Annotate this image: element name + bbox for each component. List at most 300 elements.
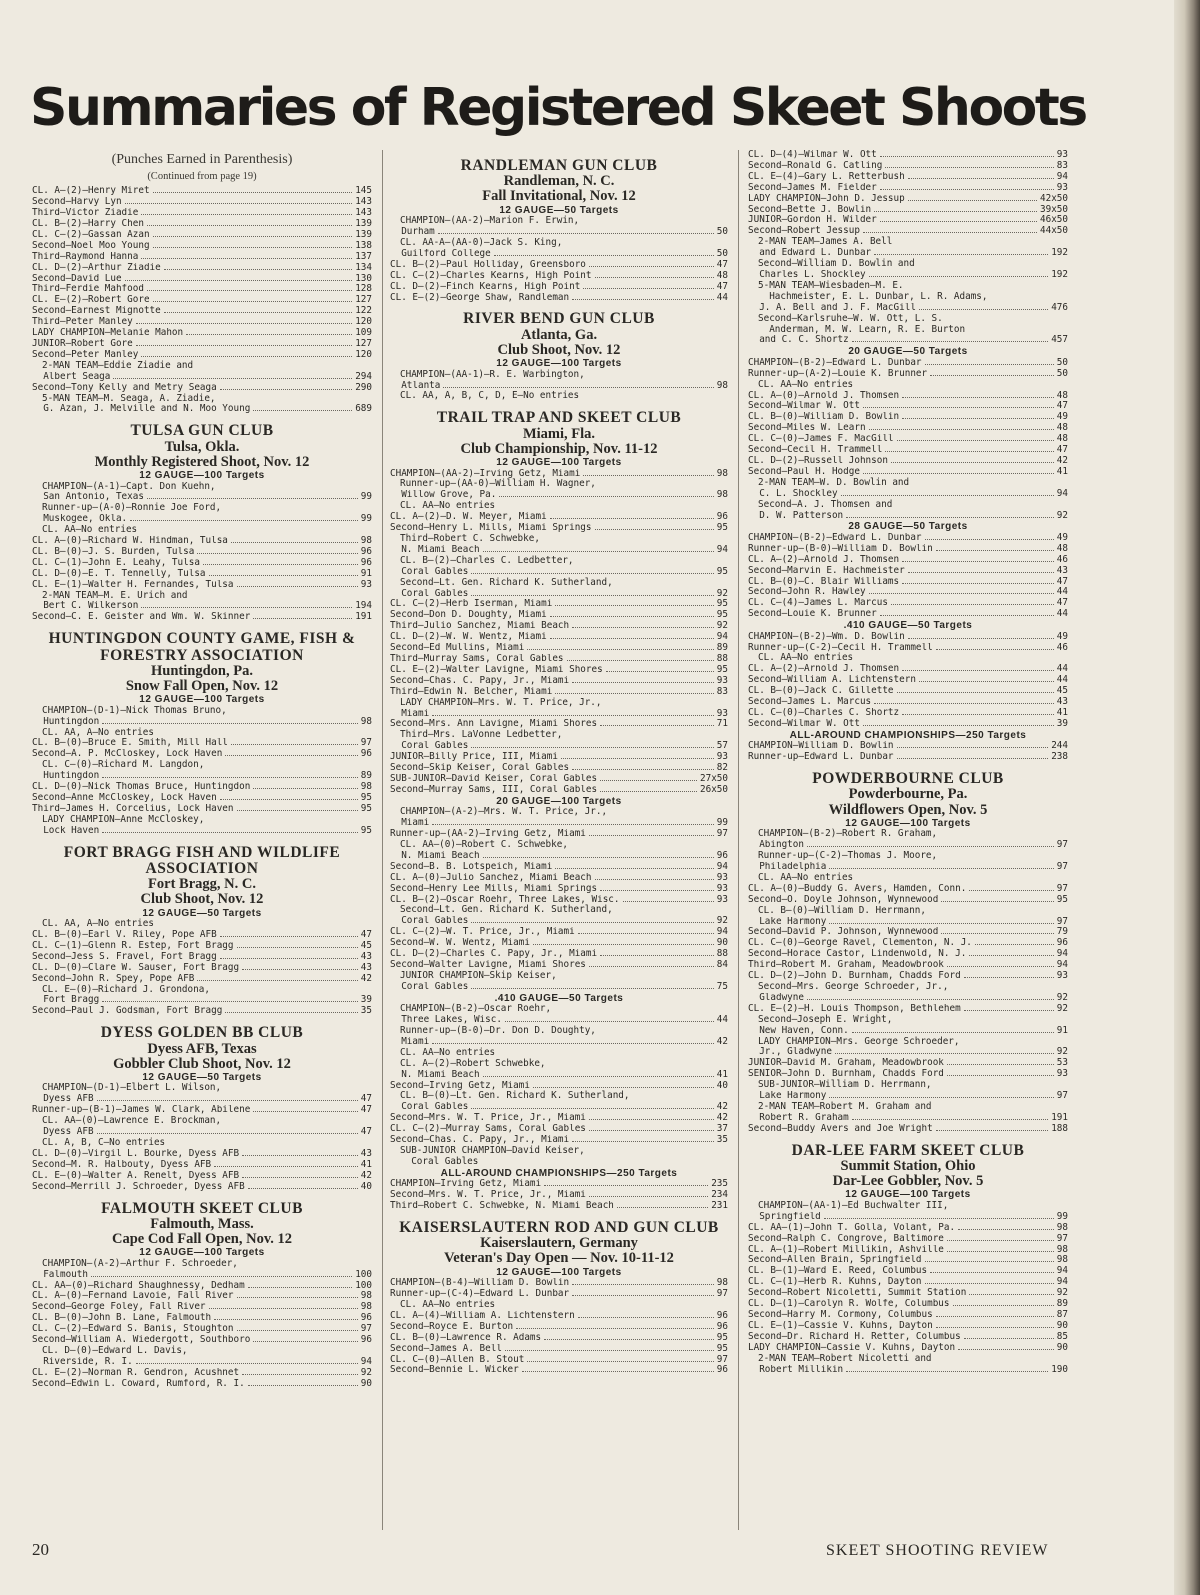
result-line (748, 511, 1068, 522)
leader-dots (947, 1234, 1054, 1241)
score: 83 (716, 685, 728, 697)
score: 45 (1056, 685, 1068, 697)
leader-dots (874, 248, 1048, 255)
result-entry: Runner-up—(B-0)—William D. Bowlin (748, 543, 933, 554)
gauge-heading: 12 GAUGE—100 Targets (845, 817, 971, 829)
result-text-line: 5-MAN TEAM—Wiesbaden—M. E. (758, 279, 904, 291)
leader-dots (969, 949, 1054, 956)
leader-dots (947, 1069, 1054, 1076)
result-entry: JUNIOR—Robert Gore (32, 338, 133, 349)
leader-dots (600, 774, 697, 781)
result-line (748, 577, 1068, 588)
result-text-line: 2-MAN TEAM—Robert M. Graham and (758, 1100, 932, 1112)
result-entry: SENIOR—John D. Burnham, Chadds Ford (748, 1069, 944, 1080)
score: 94 (716, 926, 728, 938)
leader-dots (432, 709, 714, 716)
result-line (748, 215, 1068, 226)
result-entry: J. A. Bell and J. F. MacGill (748, 302, 916, 313)
result-line (748, 434, 1068, 445)
score: 97 (716, 828, 728, 840)
result-entry: CL. B—(0)—John B. Lane, Falmouth (32, 1313, 212, 1324)
score: 476 (1051, 301, 1068, 313)
result-text-line: 2-MAN TEAM—Eddie Ziadie and (42, 359, 194, 371)
score: 97 (1056, 882, 1068, 894)
result-line (390, 862, 728, 873)
result-entry: CL. E—(0)—Walter A. Renelt, Dyess AFB (32, 1170, 240, 1181)
result-entry: Second—David P. Johnson, Wynnewood (748, 927, 939, 938)
result-entry: Second—Bennie L. Wicker (390, 1365, 519, 1376)
result-line (32, 328, 372, 339)
score: 94 (1056, 1265, 1068, 1277)
gauge-heading: 12 GAUGE—50 Targets (499, 204, 619, 216)
score: 109 (355, 327, 372, 339)
result-entry: JUNIOR—David M. Graham, Meadowbrook (748, 1058, 944, 1069)
leader-dots (231, 738, 358, 745)
result-line (32, 771, 372, 782)
result-line (748, 369, 1068, 380)
leader-dots (863, 719, 1054, 726)
score: 88 (716, 652, 728, 664)
score: 45 (360, 939, 372, 951)
leader-dots (925, 533, 1054, 540)
score: 127 (355, 294, 372, 306)
score: 40 (716, 1079, 728, 1091)
result-line (390, 982, 728, 993)
result-entry: Second—Ralph C. Congrove, Baltimore (748, 1233, 944, 1244)
result-entry: Coral Gables (390, 588, 469, 599)
score: 97 (716, 1353, 728, 1365)
result-entry: Huntingdon (32, 716, 100, 727)
score: 43 (360, 961, 372, 973)
score: 47 (716, 280, 728, 292)
result-entry: Second—Robert Nicoletti, Summit Station (748, 1288, 967, 1299)
result-text-line: Runner-up—(B-0)—Dr. Don D. Doughty, (400, 1024, 596, 1036)
score: 41 (716, 1068, 728, 1080)
leader-dots (141, 252, 352, 259)
score: 97 (1056, 915, 1068, 927)
result-text-line: SUB-JUNIOR—William D. Herrmann, (758, 1079, 932, 1091)
result-line (390, 665, 728, 676)
score: 97 (716, 1288, 728, 1300)
leader-dots (432, 1037, 714, 1044)
leader-dots (555, 687, 713, 694)
result-line (32, 252, 372, 263)
leader-dots (209, 569, 358, 576)
result-line (390, 949, 728, 960)
score: 457 (1051, 334, 1068, 346)
event-subheading: Summit Station, Ohio (840, 1157, 976, 1174)
event-subheading: Miami, Fla. (522, 425, 596, 442)
leader-dots (902, 555, 1054, 562)
result-entry: Second—Horace Castor, Lindenwold, N. J. (748, 949, 967, 960)
result-line (390, 1102, 728, 1113)
score: 98 (360, 1290, 372, 1302)
leader-dots (147, 284, 352, 291)
leader-dots (153, 241, 353, 248)
result-entry: Second—Paul J. Godsman, Fort Bragg (32, 1006, 223, 1017)
result-entry: N. Miami Beach (390, 544, 480, 555)
score: 95 (1056, 893, 1068, 905)
event-subheading: Tulsa, Okla. (164, 438, 240, 455)
score: 238 (1051, 751, 1068, 763)
result-line (32, 558, 372, 569)
leader-dots (136, 339, 352, 346)
score: 82 (716, 762, 728, 774)
result-text-line: CL. D—(0)—Edward L. Davis, (42, 1344, 188, 1356)
score: 96 (1056, 937, 1068, 949)
result-entry: CL. A—(1)—Robert Millikin, Ashville (748, 1244, 944, 1255)
result-entry: Second—W. W. Wentz, Miami (390, 938, 530, 949)
result-line (32, 601, 372, 612)
leader-dots (572, 763, 714, 770)
score: 95 (360, 824, 372, 836)
result-line (748, 752, 1068, 763)
score: 88 (716, 948, 728, 960)
leader-dots (936, 1321, 1054, 1328)
result-line (390, 1311, 728, 1322)
score: 47 (360, 1104, 372, 1116)
leader-dots (583, 469, 713, 476)
leader-dots (555, 862, 713, 869)
leader-dots (248, 1281, 353, 1288)
result-line (748, 391, 1068, 402)
score: 48 (1056, 389, 1068, 401)
score: 41 (1056, 707, 1068, 718)
score: 99 (360, 491, 372, 503)
result-entry: Second—Buddy Avers and Joe Wright (748, 1123, 933, 1134)
result-entry: San Antonio, Texas (32, 492, 144, 503)
result-entry: Muskogee, Okla. (32, 514, 128, 525)
leader-dots (969, 884, 1054, 891)
leader-dots (186, 328, 352, 335)
score: 47 (716, 258, 728, 270)
result-entry: Second—Merrill J. Schroeder, Dyess AFB (32, 1181, 245, 1192)
result-line (748, 335, 1068, 346)
result-text-line: LADY CHAMPION—Mrs. W. T. Price, Jr., (400, 696, 602, 708)
result-text-line: CL. AA—No entries (758, 378, 854, 390)
score: 130 (355, 272, 372, 284)
leader-dots (220, 793, 358, 800)
leader-dots (225, 1006, 357, 1013)
result-line (748, 1234, 1068, 1245)
score: 97 (360, 1323, 372, 1335)
result-line (390, 599, 728, 610)
score: 44 (1056, 586, 1068, 598)
result-entry: Second—Edwin L. Coward, Rumford, R. I. (32, 1378, 245, 1389)
leader-dots (880, 150, 1054, 157)
result-line (748, 1277, 1068, 1288)
result-line (748, 423, 1068, 434)
score: 47 (360, 929, 372, 941)
result-entry: CL. C—(1)—John E. Leahy, Tulsa (32, 557, 200, 568)
result-line (390, 916, 728, 927)
score: 294 (355, 370, 372, 382)
result-line (32, 1281, 372, 1292)
score: 96 (716, 1364, 728, 1376)
score: 95 (360, 792, 372, 804)
leader-dots (589, 1124, 714, 1131)
result-entry: Miami (390, 1036, 430, 1047)
score: 98 (1056, 1243, 1068, 1255)
result-entry: Second—Walter Lavigne, Miami Shores (390, 959, 586, 970)
score: 35 (716, 1134, 728, 1146)
leader-dots (102, 826, 358, 833)
result-text-line: 2-MAN TEAM—James A. Bell (758, 236, 893, 248)
leader-dots (102, 995, 358, 1002)
leader-dots (209, 1302, 358, 1309)
page-binding-shadow (1174, 0, 1200, 1595)
score: 50 (1056, 367, 1068, 379)
leader-dots (897, 752, 1049, 759)
result-entry: CL. C—(2)—Edward S. Banis, Stoughton (32, 1324, 234, 1335)
result-entry: Second—John R. Spey, Pope AFB (32, 973, 195, 984)
score: 50 (1056, 356, 1068, 368)
result-text-line: CL. C—(0)—Richard M. Langdon, (42, 759, 205, 771)
result-text-line: CL. B—(0)—William D. Herrmann, (758, 904, 926, 916)
leader-dots (874, 697, 1054, 704)
result-line (390, 1201, 728, 1212)
score: 139 (355, 228, 372, 240)
score: 92 (1056, 1002, 1068, 1014)
result-text-line: CHAMPION—(B-2)—Oscar Roehr, (400, 1003, 552, 1015)
score: 194 (355, 600, 372, 612)
score: 98 (716, 489, 728, 501)
result-entry: Third—James H. Corcelius, Lock Haven (32, 803, 234, 814)
score: 93 (716, 871, 728, 883)
leader-dots (941, 927, 1053, 934)
leader-dots (829, 1091, 1053, 1098)
result-entry: Second—Wilmar W. Ott (748, 718, 860, 729)
result-line (390, 610, 728, 621)
leader-dots (953, 1299, 1054, 1306)
result-entry: Second—Wilmar W. Ott (748, 401, 860, 412)
leader-dots (91, 1270, 352, 1277)
score: 89 (1056, 1298, 1068, 1310)
result-line (390, 1278, 728, 1289)
result-text-line: CL. AA, A, B, C, D, E—No entries (400, 390, 580, 402)
result-line (32, 1324, 372, 1335)
result-entry: Second—Mrs. W. T. Price, Jr., Miami (390, 1113, 586, 1124)
result-line (748, 664, 1068, 675)
result-line (390, 763, 728, 774)
score: 93 (716, 751, 728, 763)
result-line (32, 952, 372, 963)
leader-dots (902, 664, 1054, 671)
result-line (32, 219, 372, 230)
leader-dots (897, 434, 1054, 441)
score: 139 (355, 218, 372, 229)
result-entry: C. L. Shockley (748, 488, 838, 499)
result-text-line: CHAMPION—(D-1)—Elbert L. Wilson, (42, 1082, 222, 1094)
score: 93 (716, 893, 728, 905)
result-entry: Riverside, R. I. (32, 1356, 133, 1367)
leader-dots (494, 249, 714, 256)
result-entry: CL. A—(0)—Arnold J. Thomsen (748, 390, 900, 401)
result-line (748, 1223, 1068, 1234)
result-entry: CL. E—(2)—George Shaw, Randleman (390, 292, 570, 303)
result-line (748, 1212, 1068, 1223)
score: 43 (1056, 564, 1068, 576)
leader-dots (846, 511, 1054, 518)
result-entry: CL. E—(2)—H. Louis Thompson, Bethlehem (748, 1003, 961, 1014)
score: 120 (355, 316, 372, 328)
score: 94 (1056, 170, 1068, 182)
score: 48 (1056, 422, 1068, 434)
leader-dots (572, 293, 714, 300)
result-entry: CL. B—(2)—Paul Holliday, Greensboro (390, 259, 586, 270)
result-entry: CHAMPION—(B-2)—Edward L. Dunbar (748, 532, 922, 543)
score: 47 (360, 1093, 372, 1105)
result-text-line: CL. AA—No entries (400, 500, 496, 512)
score: 47 (1056, 444, 1068, 456)
leader-dots (606, 665, 714, 672)
result-entry: Runner-up—(AA-2)—Irving Getz, Miami (390, 829, 586, 840)
score: 90 (1056, 1341, 1068, 1353)
score: 138 (355, 239, 372, 251)
club-name: FORT BRAGG FISH AND WILDLIFE ASSOCIATION (63, 843, 341, 877)
result-entry: CL. A—(0)—Richard W. Hindman, Tulsa (32, 536, 228, 547)
result-entry: Second—Noel Moo Young (32, 240, 150, 251)
leader-dots (164, 306, 352, 313)
result-line (32, 569, 372, 580)
result-text-line: Runner-up—(AA-0)—William H. Wagner, (400, 478, 596, 490)
result-entry: Second—Anne McCloskey, Lock Haven (32, 793, 217, 804)
result-entry: Second—Harry M. Cormony, Columbus (748, 1309, 933, 1320)
result-entry: CL. A—(2)—Arnold J. Thomsen (748, 554, 900, 565)
result-entry: Third—Edwin N. Belcher, Miami (390, 686, 553, 697)
result-line (390, 589, 728, 600)
result-line (32, 738, 372, 749)
score: 93 (716, 707, 728, 719)
leader-dots (214, 1313, 358, 1320)
result-entry: Second—Mrs. W. T. Price, Jr., Miami (390, 1190, 586, 1201)
score: 92 (360, 1366, 372, 1378)
gauge-heading: 12 GAUGE—100 Targets (845, 1189, 971, 1201)
result-line (390, 741, 728, 752)
club-name: DAR-LEE FARM SKEET CLUB (791, 1141, 1025, 1159)
leader-dots (930, 369, 1054, 376)
result-entry: CL. E—(2)—Robert Gore (32, 295, 150, 306)
leader-dots (852, 335, 1048, 342)
score: 42x50 (1040, 192, 1068, 204)
leader-dots (863, 226, 1037, 233)
leader-dots (505, 1344, 714, 1351)
gauge-heading: 12 GAUGE—100 Targets (139, 1247, 265, 1259)
result-entry: CL. B—(0)—J. S. Burden, Tulsa (32, 546, 195, 557)
leader-dots (902, 577, 1054, 584)
result-line (32, 404, 372, 415)
result-line (390, 938, 728, 949)
result-entry: Second—O. Doyle Johnson, Wynnewood (748, 894, 939, 905)
leader-dots (589, 260, 714, 267)
result-entry: JUNIOR—Billy Price, III, Miami (390, 752, 558, 763)
score: 122 (355, 305, 372, 317)
score: 94 (716, 860, 728, 872)
result-line (32, 1160, 372, 1171)
leader-dots (925, 1277, 1054, 1284)
score: 93 (1056, 181, 1068, 193)
leader-dots (97, 1094, 358, 1101)
score: 93 (716, 674, 728, 686)
score: 100 (355, 1268, 372, 1280)
leader-dots (533, 938, 714, 945)
score: 91 (1056, 1024, 1068, 1036)
result-line (748, 555, 1068, 566)
result-entry: Gladwyne (748, 992, 804, 1003)
result-text-line: 5-MAN TEAM—M. Seaga, A. Ziadie, (42, 392, 216, 404)
result-text-line: JUNIOR CHAMPION—Skip Keiser, (400, 969, 557, 981)
result-entry: Second—Marvin E. Hachmeister (748, 565, 905, 576)
score: 85 (1056, 1330, 1068, 1342)
leader-dots (555, 599, 713, 606)
result-line (390, 752, 728, 763)
result-line (748, 686, 1068, 697)
leader-dots (947, 1058, 1054, 1065)
leader-dots (242, 1149, 358, 1156)
result-line (32, 1182, 372, 1193)
club-name: DYESS GOLDEN BB CLUB (100, 1024, 304, 1042)
result-entry: LADY CHAMPION—Melanie Mahon (32, 328, 184, 339)
result-entry: Second—James L. Marcus (748, 697, 872, 708)
leader-dots (544, 1179, 708, 1186)
leader-dots (136, 317, 352, 324)
result-entry: Third—Victor Ziadie (32, 208, 139, 219)
leader-dots (471, 567, 713, 574)
score: 92 (1056, 509, 1068, 521)
score: 120 (355, 348, 372, 360)
result-entry: Third—Ferdie Mahfood (32, 284, 144, 295)
score: 89 (716, 642, 728, 654)
score: 94 (716, 631, 728, 643)
leader-dots (885, 161, 1053, 168)
leader-dots (483, 1070, 714, 1077)
result-line (32, 306, 372, 317)
score: 92 (716, 587, 728, 599)
result-line (390, 621, 728, 632)
leader-dots (824, 1212, 1054, 1219)
result-text-line: Coral Gables (400, 1155, 479, 1167)
result-entry: Second—Bette J. Bowlin (748, 204, 872, 215)
leader-dots (220, 930, 358, 937)
leader-dots (242, 963, 358, 970)
result-entry: CL. C—(0)—Allen B. Stout (390, 1354, 525, 1365)
result-line (390, 709, 728, 720)
leader-dots (975, 938, 1054, 945)
result-line (32, 274, 372, 285)
score: 188 (1051, 1122, 1068, 1134)
leader-dots (197, 547, 357, 554)
result-entry: CL. B—(0)—Earl V. Riley, Pope AFB (32, 930, 217, 941)
result-text-line: 2-MAN TEAM—M. E. Urich and (42, 589, 188, 601)
leader-dots (902, 412, 1054, 419)
result-line (748, 150, 1068, 161)
leader-dots (572, 676, 714, 683)
leader-dots (572, 1289, 714, 1296)
score: 97 (1056, 839, 1068, 851)
result-entry: CL. C—(2)—Charles Kearns, High Point (390, 270, 592, 281)
leader-dots (220, 952, 358, 959)
result-line (748, 708, 1068, 719)
result-entry: CL. D—(2)—Russell Johnson (748, 455, 888, 466)
score: 94 (360, 1355, 372, 1367)
result-entry: CL. E—(1)—Walter H. Fernandes, Tulsa (32, 579, 234, 590)
result-line (390, 1070, 728, 1081)
result-line (390, 282, 728, 293)
leader-dots (527, 1355, 713, 1362)
event-subheading: Kaiserslautern, Germany (480, 1235, 638, 1252)
result-entry: New Haven, Conn. (748, 1025, 849, 1036)
result-entry: Miami (390, 708, 430, 719)
